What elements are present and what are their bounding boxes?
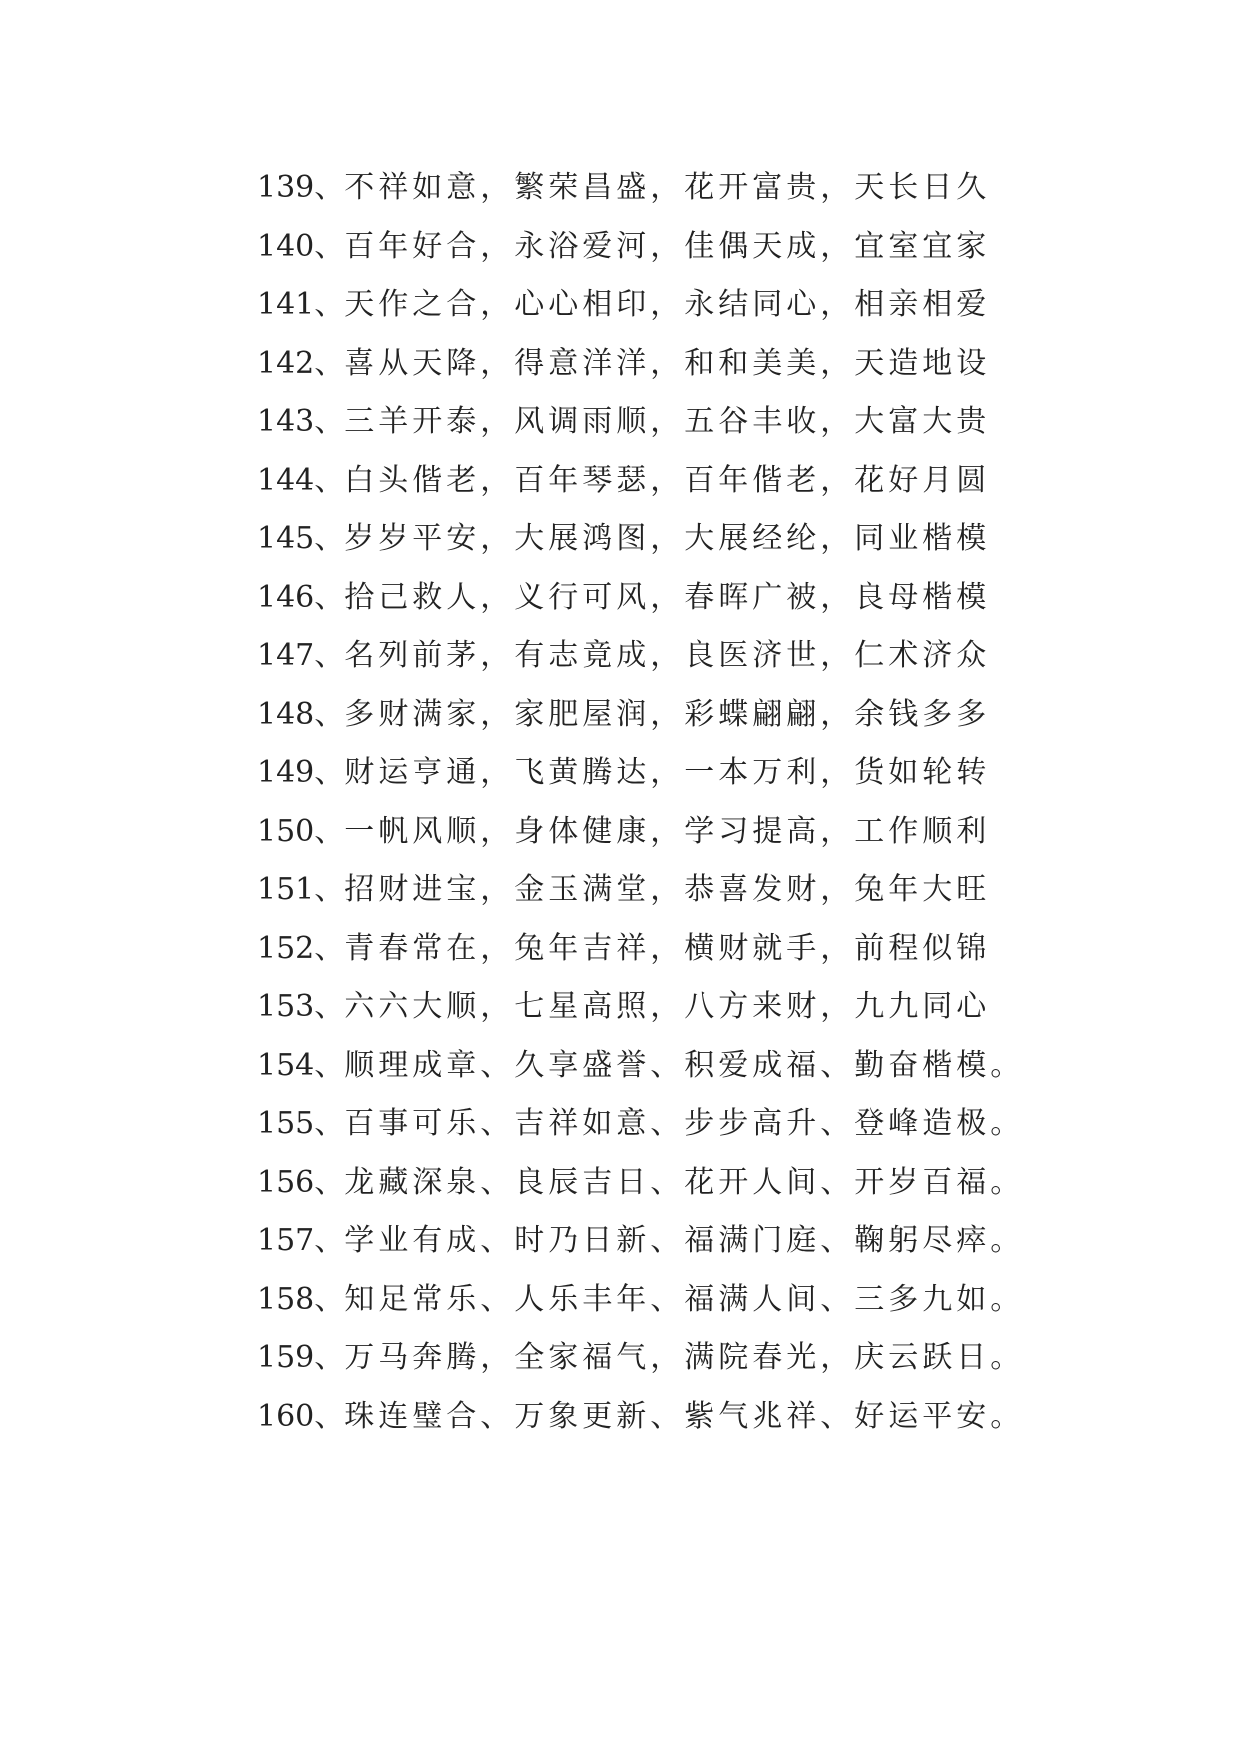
list-item	[257, 569, 1017, 628]
list-item	[257, 978, 1017, 1037]
item-number: 160、	[257, 1398, 345, 1434]
list-item	[257, 920, 1017, 979]
item-text: 龙藏深泉、良辰吉日、花开人间、开岁百福。	[344, 1164, 1025, 1200]
item-number: 149、	[257, 755, 345, 790]
item-number: 145、	[257, 521, 345, 556]
item-number: 151、	[257, 872, 345, 907]
item-number: 152、	[257, 930, 345, 966]
item-text: 喜从天降，得意洋洋，和和美美，天造地设	[344, 345, 991, 381]
blessing-list	[257, 159, 1025, 1446]
list-item	[257, 1271, 1025, 1330]
item-text: 一帆风顺，身体健康，学习提高，工作顺利	[344, 813, 991, 849]
item-number: 147、	[257, 638, 345, 673]
item-number: 141、	[257, 287, 345, 322]
list-item	[257, 276, 1017, 335]
item-text: 珠连璧合、万象更新、紫气兆祥、好运平安。	[344, 1398, 1025, 1434]
item-text: 多财满家，家肥屋润，彩蝶翩翩，余钱多多	[344, 696, 991, 732]
list-item	[257, 686, 1017, 745]
item-number: 148、	[257, 696, 345, 732]
list-item	[257, 627, 1017, 686]
item-text: 三羊开泰，风调雨顺，五谷丰收，大富大贵	[344, 404, 991, 439]
item-number: 142、	[257, 345, 345, 381]
list-item	[257, 452, 1017, 511]
item-number: 158、	[257, 1281, 345, 1317]
item-number: 143、	[257, 404, 345, 439]
item-text: 顺理成章、久享盛誉、积爱成福、勤奋楷模。	[344, 1047, 1025, 1083]
item-number: 144、	[257, 462, 345, 498]
list-item	[257, 510, 1017, 569]
list-item	[257, 1095, 1025, 1154]
list-item	[257, 803, 1017, 862]
item-text: 青春常在，兔年吉祥，横财就手，前程似锦	[344, 930, 991, 966]
list-item	[257, 744, 1017, 803]
item-text: 财运亨通，飞黄腾达，一本万利，货如轮转	[344, 755, 991, 790]
list-item	[257, 1329, 1025, 1388]
item-number: 150、	[257, 813, 345, 849]
list-item	[257, 159, 1017, 218]
item-text: 天作之合，心心相印，永结同心，相亲相爱	[344, 287, 991, 322]
list-item	[257, 861, 1017, 920]
item-text: 万马奔腾，全家福气，满院春光，庆云跃日。	[344, 1340, 1025, 1375]
item-text: 不祥如意，繁荣昌盛，花开富贵，天长日久	[344, 170, 991, 205]
item-text: 知足常乐、人乐丰年、福满人间、三多九如。	[344, 1281, 1025, 1317]
list-item	[257, 335, 1017, 394]
item-number: 155、	[257, 1106, 345, 1141]
list-item	[257, 393, 1017, 452]
item-number: 156、	[257, 1164, 345, 1200]
item-text: 百年好合，永浴爱河，佳偶天成，宜室宜家	[344, 228, 991, 264]
list-item	[257, 1388, 1025, 1447]
list-item	[257, 218, 1017, 277]
list-item	[257, 1154, 1025, 1213]
item-text: 学业有成、时乃日新、福满门庭、鞠躬尽瘁。	[344, 1223, 1025, 1258]
item-number: 159、	[257, 1340, 345, 1375]
item-text: 白头偕老，百年琴瑟，百年偕老，花好月圆	[344, 462, 991, 498]
item-text: 名列前茅，有志竟成，良医济世，仁术济众	[344, 638, 991, 673]
item-number: 157、	[257, 1223, 345, 1258]
item-text: 岁岁平安，大展鸿图，大展经纶，同业楷模	[344, 521, 991, 556]
item-number: 153、	[257, 989, 345, 1024]
list-item	[257, 1037, 1025, 1096]
item-text: 六六大顺，七星高照，八方来财，九九同心	[344, 989, 991, 1024]
item-number: 146、	[257, 579, 345, 615]
item-number: 154、	[257, 1047, 345, 1083]
item-text: 招财进宝，金玉满堂，恭喜发财，兔年大旺	[344, 872, 991, 907]
item-number: 140、	[257, 228, 345, 264]
item-text: 百事可乐、吉祥如意、步步高升、登峰造极。	[344, 1106, 1025, 1141]
item-number: 139、	[257, 170, 345, 205]
item-text: 拾己救人，义行可风，春晖广被，良母楷模	[344, 579, 991, 615]
list-item	[257, 1212, 1025, 1271]
